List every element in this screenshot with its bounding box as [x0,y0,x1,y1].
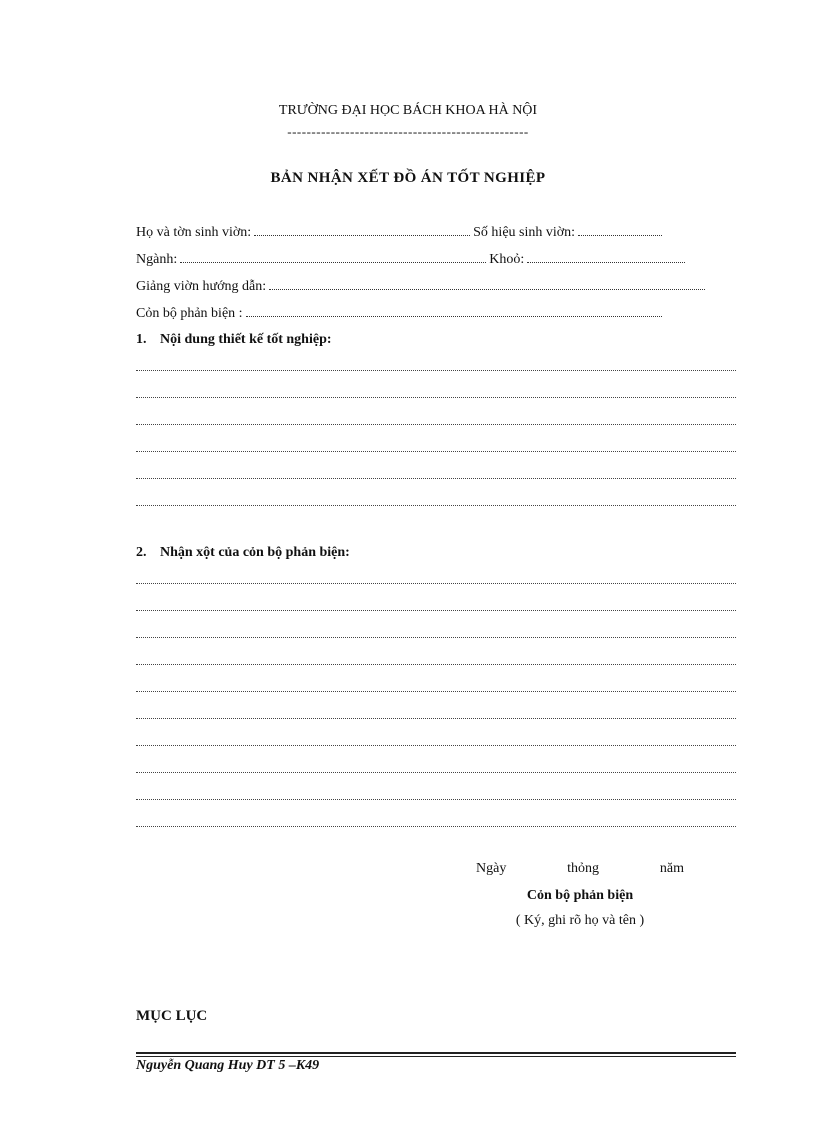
date-month-label: thỏng [567,861,600,876]
reviewer-row [136,306,665,322]
student-id-blank [578,234,662,236]
reviewer-blank [246,315,662,317]
toc-heading: MỤC LỤC [136,1008,208,1024]
section-number: 2. [136,545,147,560]
answer-line [136,424,736,425]
answer-line [136,505,736,506]
section-1-heading [136,332,332,348]
section-2-heading [136,545,350,561]
answer-line [136,664,736,665]
document-title: BẢN NHẬN XẾT ĐỒ ÁN TỐT NGHIỆP [270,170,546,186]
answer-line [136,799,736,800]
footer-author: Nguyễn Quang Huy DT 5 –K49 [136,1058,320,1073]
answer-line [136,691,736,692]
advisor-row [136,279,708,295]
student-id-label: Số hiệu sinh viờn: [473,225,576,240]
course-blank [527,261,685,263]
answer-line [136,610,736,611]
answer-line [136,478,736,479]
answer-line [136,637,736,638]
major-row [136,252,688,268]
advisor-label: Giảng viờn hướng dẫn: [136,279,267,294]
date-day-label: Ngày [476,861,507,876]
answer-line [136,583,736,584]
answer-line [136,772,736,773]
course-label: Khoỏ: [489,252,525,267]
section-title: Nội dung thiết kế tốt nghiệp: [160,332,332,347]
school-name: TRƯỜNG ĐẠI HỌC BÁCH KHOA HÀ NỘI [278,103,538,118]
reviewer-label: Cỏn bộ phản biện : [136,306,243,321]
answer-line [136,451,736,452]
date-line [476,861,684,877]
answer-line [136,718,736,719]
student-name-blank [254,234,470,236]
answer-line [136,826,736,827]
student-name-label: Họ và tờn sinh viờn: [136,225,252,240]
student-name-row [136,225,665,241]
answer-line [136,370,736,371]
date-year-label: năm [659,861,684,876]
major-label: Ngành: [136,252,178,267]
footer-rule [136,1056,736,1057]
section-number: 1. [136,332,147,347]
footer-rule [136,1052,736,1054]
signature-role: Cỏn bộ phản biện [526,888,634,903]
answer-line [136,745,736,746]
answer-line [136,397,736,398]
signature-note: ( Ký, ghi rõ họ và tên ) [515,913,645,928]
header-separator: -------------------------------------------------- [287,124,529,139]
major-blank [180,261,486,263]
advisor-blank [269,288,705,290]
section-title: Nhận xột của cỏn bộ phản biện: [160,545,350,560]
